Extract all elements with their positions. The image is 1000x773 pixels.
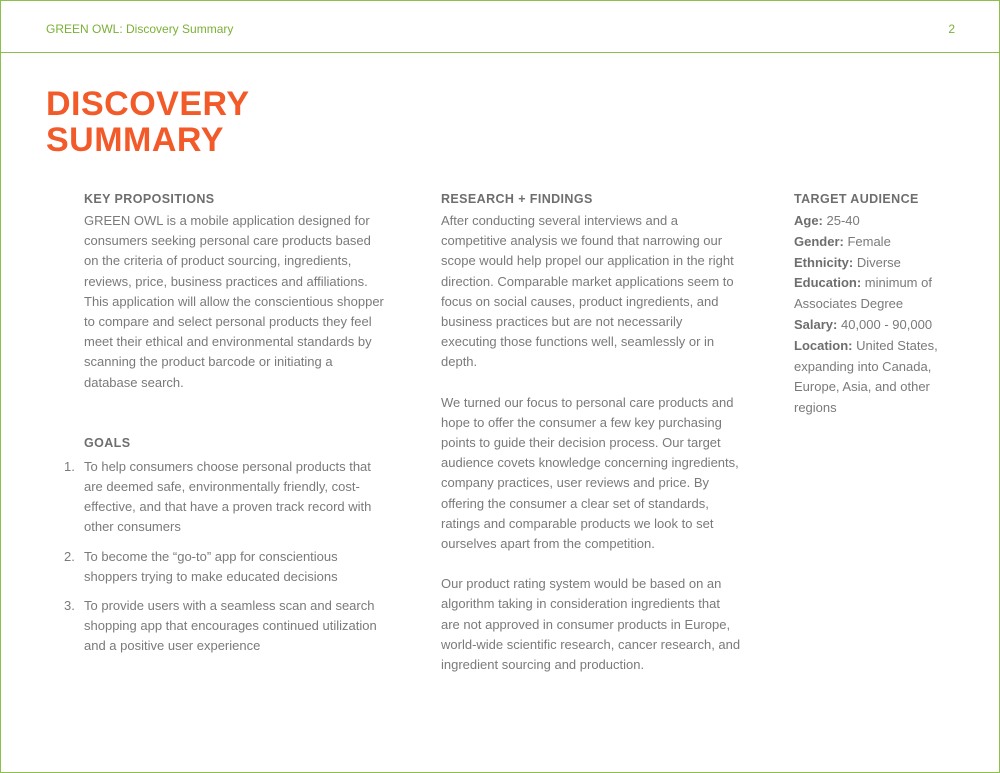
- right-column: [794, 189, 959, 419]
- audience-row-education: [794, 273, 959, 315]
- research-heading: RESEARCH + FINDINGS: [441, 192, 593, 206]
- goal-number: 3.: [64, 598, 75, 614]
- goal-item: [64, 596, 384, 657]
- audience-row-salary: [794, 315, 959, 336]
- audience-label: Ethnicity:: [794, 254, 854, 270]
- audience-value: minimum of Associates Degree: [794, 275, 932, 312]
- research-paragraph: We turned our focus to personal care products and hope to offer the consumer a few key purchasing points to guide their decision process. Our target audience covets knowledge concerning ingredients, company practices, user reviews and price. By offering the consumer a clear set of standards, ratings and comparable products we look to set ourselves apart from the competition.: [441, 394, 739, 552]
- page-title-line-1: DISCOVERY: [46, 85, 250, 123]
- audience-row-ethnicity: [794, 253, 959, 274]
- audience-value: United States, expanding into Canada, Europe, Asia, and other regions: [794, 337, 938, 416]
- audience-value: Female: [843, 233, 891, 249]
- audience-row-age: [794, 211, 959, 232]
- middle-column: [441, 189, 741, 675]
- goals-heading: GOALS: [84, 435, 131, 450]
- audience-value: 40,000 - 90,000: [837, 316, 933, 332]
- target-audience-heading: TARGET AUDIENCE: [794, 192, 919, 206]
- audience-label: Location:: [794, 337, 853, 353]
- key-propositions-text: GREEN OWL is a mobile application designed for consumers seeking personal care products based on the criteria of product sourcing, ingredients, reviews, price, business practices and affiliations. This application will allow the conscientious shopper to compare and select personal products they feel meet their ethical and environmental standards by scanning the product barcode or initiating a database search.: [84, 213, 384, 390]
- audience-label: Salary:: [794, 316, 838, 332]
- research-paragraph: After conducting several interviews and a competitive analysis we found that narrowing our scope would help propel our application in the right direction. Comparable market applications seem to focus on social causes, product ingredients, and business practices but are not necessarily executing those functions well, seamlessly or in depth.: [441, 213, 734, 370]
- goal-text: To provide users with a seamless scan and search shopping app that encourages continued utilization and a positive user experience: [84, 598, 377, 654]
- left-column: [64, 189, 384, 666]
- page-header: [1, 1, 999, 53]
- audience-row-location: [794, 336, 959, 419]
- page-number: 2: [948, 22, 955, 36]
- research-paragraph: Our product rating system would be based on an algorithm taking in consideration ingredients that are not approved in consumer products in Europe, world-wide scientific research, cancer research, and ingredient sourcing and production.: [441, 576, 741, 673]
- goal-text: To help consumers choose personal products that are deemed safe, environmentally friendly, cost-effective, and that have a proven track record with other consumers: [84, 458, 372, 535]
- audience-value: Diverse: [853, 254, 901, 270]
- audience-label: Education:: [794, 275, 862, 291]
- page-title-line-2: SUMMARY: [46, 121, 224, 159]
- goal-item: [64, 457, 384, 538]
- goal-item: [64, 547, 384, 587]
- key-propositions-heading: KEY PROPOSITIONS: [84, 192, 215, 206]
- page-title: [46, 86, 250, 158]
- goal-text: To become the “go-to” app for conscientious shoppers trying to make educated decisions: [84, 548, 338, 584]
- audience-value: 25-40: [822, 213, 860, 228]
- audience-label: Gender:: [794, 233, 844, 249]
- audience-label: Age:: [794, 213, 823, 228]
- goal-number: 2.: [64, 548, 75, 564]
- goals-list: [64, 457, 384, 657]
- goal-number: 1.: [64, 458, 75, 474]
- audience-row-gender: [794, 232, 959, 253]
- header-title: GREEN OWL: Discovery Summary: [46, 22, 234, 36]
